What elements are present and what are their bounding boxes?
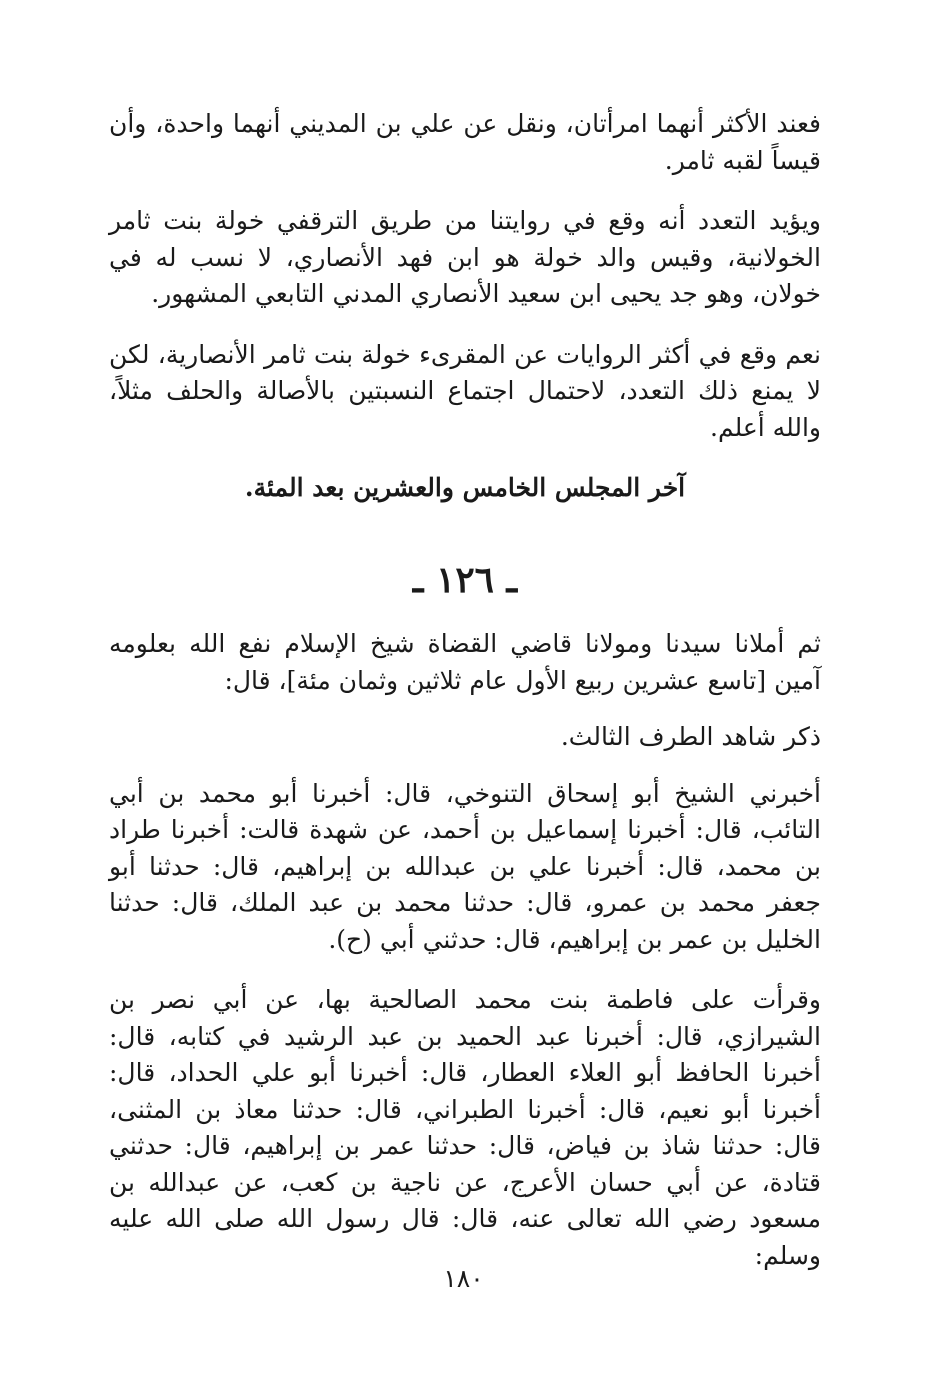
- paragraph: ويؤيد التعدد أنه وقع في روايتنا من طريق الترقفي خولة بنت ثامر الخولانية، وقيس والد خولة هو ابن فهد الأنصاري، لا نسب له في خولان، وهو جد يحيى ابن سعيد الأنصاري المدني التابعي المشهور.: [109, 206, 821, 308]
- chapter-number-heading: ـ ١٢٦ ـ: [412, 559, 518, 601]
- page-number: ١٨٠: [443, 1264, 484, 1293]
- session-end-heading: آخر المجلس الخامس والعشرين بعد المئة.: [244, 473, 686, 502]
- paragraph: نعم وقع في أكثر الروايات عن المقرىء خولة بنت ثامر الأنصارية، لكن لا يمنع ذلك التعدد، لاحتمال اجتماع النسبتين بالأصالة والحلف مثلاً، والله أعلم.: [109, 339, 821, 442]
- page-body: [109, 106, 821, 1274]
- paragraph: فعند الأكثر أنهما امرأتان، ونقل عن علي بن المديني أنهما واحدة، وأن قيساً لقبه ثامر.: [109, 109, 821, 175]
- paragraph: وقرأت على فاطمة بنت محمد الصالحية بها، عن أبي نصر بن الشيرازي، قال: أخبرنا عبد الحميد بن عبد الرشيد في كتابه، قال: أخبرنا الحافظ أبو العلاء العطار، قال: أخبرنا أبو علي الحداد، قال: أخبرنا أبو نعيم، قال: أخبرنا الطبراني، قال: حدثنا معاذ بن المثنى، قال: حدثنا شاذ بن فياض، قال: حدثنا عمر بن إبراهيم، قال: حدثني قتادة، عن أبي حسان الأعرج، عن ناجية بن كعب، عن عبدالله بن مسعود رضي الله تعالى عنه، قال: قال رسول الله صلى الله عليه وسلم:: [109, 985, 821, 1270]
- paragraph: ثم أملانا سيدنا ومولانا قاضي القضاة شيخ الإسلام نفع الله بعلومه آمين [تاسع عشرين ربيع الأول عام ثلاثين وثمان مئة]، قال:: [109, 629, 821, 695]
- paragraph: ذكر شاهد الطرف الثالث.: [560, 722, 821, 751]
- paragraph: أخبرني الشيخ أبو إسحاق التنوخي، قال: أخبرنا أبو محمد بن أبي التائب، قال: أخبرنا إسماعيل بن أحمد، عن شهدة قالت: أخبرنا طراد بن محمد، قال: أخبرنا علي بن عبدالله بن إبراهيم، قال: حدثنا أبو جعفر محمد بن عمرو، قال: حدثنا محمد بن عبد الملك، قال: حدثنا الخليل بن عمر بن إبراهيم، قال: حدثني أبي (ح).: [109, 778, 821, 954]
